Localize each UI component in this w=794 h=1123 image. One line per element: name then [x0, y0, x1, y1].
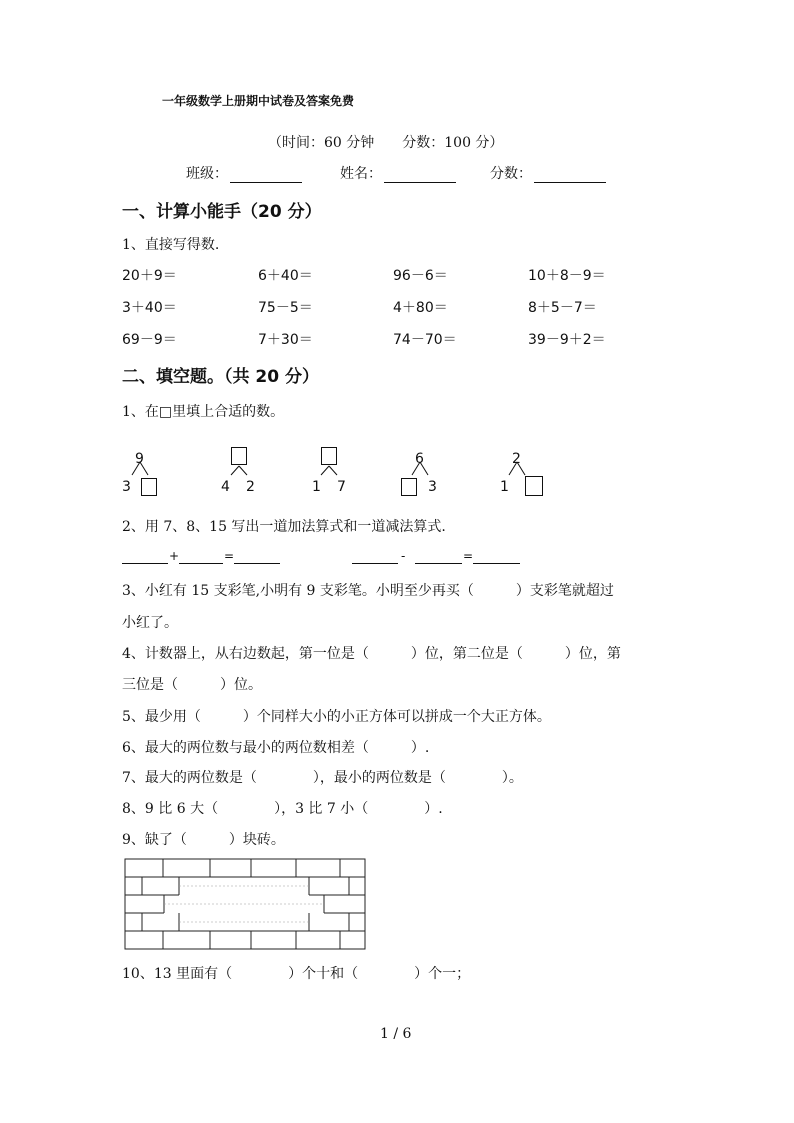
calc-item: 7＋30＝ — [258, 332, 313, 348]
answer-box[interactable] — [231, 447, 247, 465]
calc-item: 75－5＝ — [258, 300, 313, 316]
score-label: 分数： — [490, 166, 532, 182]
calc-item: 6＋40＝ — [258, 268, 313, 284]
answer-box[interactable] — [321, 447, 337, 465]
section2-q3-line2: 小红了。 — [122, 615, 178, 631]
bond-right-value: 2 — [246, 479, 255, 495]
section2-q10: 10、13 里面有（ ）个十和（ ）个一； — [122, 966, 471, 982]
difference-blank[interactable] — [473, 563, 520, 564]
addend-blank[interactable] — [122, 563, 168, 564]
bond-top-value: 2 — [512, 451, 521, 467]
section2-q5: 5、最少用（ ）个同样大小的小正方体可以拼成一个大正方体。 — [122, 709, 551, 725]
section2-q3-line1: 3、小红有 15 支彩笔,小明有 9 支彩笔。小明至少再买（ ）支彩笔就超过 — [122, 583, 614, 599]
calc-item: 10＋8－9＝ — [528, 268, 606, 284]
calc-item: 96－6＝ — [393, 268, 448, 284]
brick-wall-figure — [124, 858, 366, 950]
page-number: 1 / 6 — [380, 1026, 412, 1042]
calc-item: 39－9＋2＝ — [528, 332, 606, 348]
section1-heading: 一、计算小能手（20 分） — [122, 202, 322, 222]
name-label: 姓名： — [340, 166, 382, 182]
section2-q4-line1: 4、计数器上，从右边数起，第一位是（ ）位，第二位是（ ）位，第 — [122, 646, 621, 662]
minus-sign: - — [401, 549, 406, 563]
class-field — [186, 163, 302, 183]
section2-q9: 9、缺了（ ）块砖。 — [122, 832, 285, 848]
section2-q6: 6、最大的两位数与最小的两位数相差（ ）. — [122, 740, 430, 756]
bond-left-value: 4 — [221, 479, 230, 495]
calc-item: 20＋9＝ — [122, 268, 177, 284]
section2-q8: 8、9 比 6 大（ ），3 比 7 小（ ）. — [122, 801, 443, 817]
score-field — [490, 163, 606, 183]
calc-item: 74－70＝ — [393, 332, 457, 348]
name-blank[interactable] — [384, 168, 456, 183]
plus-sign: + — [169, 549, 180, 563]
calc-item: 69－9＝ — [122, 332, 177, 348]
minuend-blank[interactable] — [352, 563, 398, 564]
calc-item: 3＋40＝ — [122, 300, 177, 316]
calc-item: 8＋5－7＝ — [528, 300, 597, 316]
time-score-info: （时间：60 分钟 分数：100 分） — [268, 135, 504, 151]
class-label: 班级： — [186, 166, 228, 182]
sum-blank[interactable] — [234, 563, 280, 564]
bond-top-value: 9 — [135, 451, 144, 467]
score-blank[interactable] — [534, 168, 606, 183]
subtrahend-blank[interactable] — [415, 563, 462, 564]
name-field — [340, 163, 456, 183]
answer-box[interactable] — [525, 476, 543, 496]
section2-q4-line2: 三位是（ ）位。 — [122, 677, 262, 693]
bond-right-value: 7 — [337, 479, 346, 495]
section2-q7: 7、最大的两位数是（ ），最小的两位数是（ ）。 — [122, 770, 523, 786]
bond-top-value: 6 — [415, 451, 424, 467]
section2-heading: 二、填空题。（共 20 分） — [122, 367, 319, 387]
equals-sign: = — [224, 549, 235, 563]
bond-left-value: 1 — [312, 479, 321, 495]
document-title: 一年级数学上册期中试卷及答案免费 — [162, 94, 355, 108]
section1-q1: 1、直接写得数. — [122, 237, 220, 253]
addend-blank[interactable] — [179, 563, 223, 564]
section2-q1: 1、在□里填上合适的数。 — [122, 404, 285, 420]
bond-left-value: 3 — [122, 479, 131, 495]
answer-box[interactable] — [401, 478, 417, 496]
bond-right-value: 3 — [428, 479, 437, 495]
section2-q2: 2、用 7、8、15 写出一道加法算式和一道减法算式. — [122, 519, 446, 535]
bond-left-value: 1 — [500, 479, 509, 495]
equals-sign: = — [463, 549, 474, 563]
calc-item: 4＋80＝ — [393, 300, 448, 316]
answer-box[interactable] — [141, 478, 157, 496]
class-blank[interactable] — [230, 168, 302, 183]
